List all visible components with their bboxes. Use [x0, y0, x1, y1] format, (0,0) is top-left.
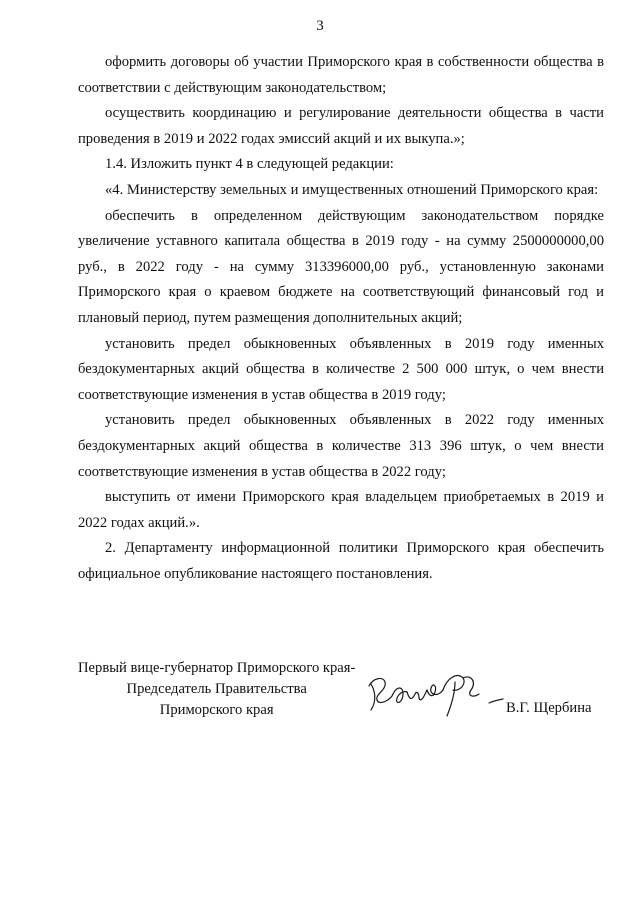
- page-number: 3: [316, 18, 324, 34]
- paragraph: 2. Департаменту информационной политики Приморского края обеспечить официальное опубликование настоящего постановления.: [78, 540, 604, 582]
- paragraph: осуществить координацию и регулирование деятельности общества в части проведения в 2019 и 2022 годах эмиссий акций и их выкупа.»;: [78, 105, 604, 147]
- document-body: [78, 50, 604, 587]
- signatory-title-line: Первый вице-губернатор Приморского края-: [78, 660, 356, 676]
- signatory-title: [78, 658, 355, 721]
- paragraph: установить предел обыкновенных объявленных в 2019 году именных бездокументарных акций общества в количестве 2 500 000 штук, о чем внести соответствующие изменения в устав общества в 2019 году;: [78, 335, 604, 403]
- signature-block: [78, 658, 604, 728]
- paragraph: «4. Министерству земельных и имущественных отношений Приморского края:: [105, 181, 599, 198]
- signatory-title-line: Председатель Правительства: [126, 681, 307, 697]
- paragraph: 1.4. Изложить пункт 4 в следующей редакции:: [105, 156, 394, 173]
- signatory-title-line: Приморского края: [159, 702, 274, 718]
- paragraph: обеспечить в определенном действующим законодательством порядке увеличение уставного капитала общества в 2019 году - на сумму 2500000000,00 руб., в 2022 году - на сумму 313396000,00 руб., установленную законами Приморского края о краевом бюджете на соответствующий финансовый год и плановый период, путем размещения дополнительных акций;: [78, 207, 604, 326]
- paragraph: выступить от имени Приморского края владельцем приобретаемых в 2019 и 2022 годах акций.».: [78, 489, 604, 531]
- handwritten-signature: [363, 664, 485, 720]
- paragraph: оформить договоры об участии Приморского края в собственности общества в соответствии с действующим законодательством;: [78, 54, 604, 96]
- paragraph: установить предел обыкновенных объявленных в 2022 году именных бездокументарных акций общества в количестве 313 396 штук, о чем внести соответствующие изменения в устав общества в 2022 году;: [78, 412, 604, 480]
- dash-mark: [488, 696, 504, 706]
- signatory-name: В.Г. Щербина: [506, 700, 592, 716]
